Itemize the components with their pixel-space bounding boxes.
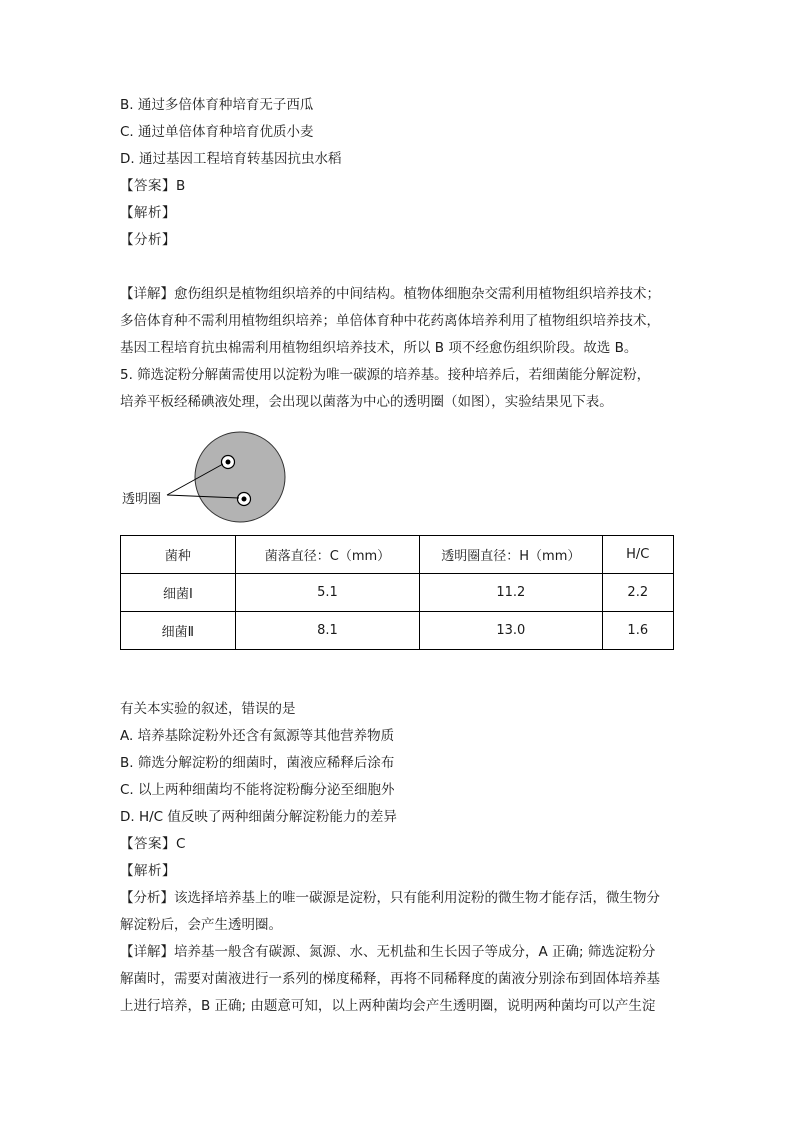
petri-dish-figure [115, 425, 295, 525]
q5-question: 有关本实验的叙述，错误的是 [120, 701, 296, 717]
q5-analysis-tag: 【解析】 [120, 863, 176, 879]
q4-analysis-tag: 【解析】 [120, 205, 176, 221]
q4-detail-line: 【详解】愈伤组织是植物组织培养的中间结构。植物体细胞杂交需利用植物组织培养技术； [120, 286, 660, 302]
option-b-line: B. 通过多倍体育种培育无子西瓜 [120, 97, 314, 113]
q4-detail-line: 基因工程培育抗虫棉需利用植物组织培养技术，所以 B 项不经愈伤组织阶段。故选 B。 [120, 340, 638, 356]
q5-fenxi-line: 解淀粉后，会产生透明圈。 [120, 917, 282, 933]
header-halo-diameter: 透明圈直径：H（mm） [420, 536, 602, 574]
q5-detail-line: 上进行培养，B 正确; 由题意可知，以上两种菌均会产生透明圈，说明两种菌均可以产生淀 [120, 998, 656, 1014]
q4-answer: 【答案】B [120, 178, 186, 194]
header-ratio: H/C [602, 536, 673, 574]
cell-colony-diameter: 8.1 [235, 612, 419, 650]
figure-label: 透明圈 [122, 492, 162, 507]
cell-ratio: 1.6 [602, 612, 673, 650]
cell-halo-diameter: 11.2 [420, 574, 602, 612]
header-strain: 菌种 [121, 536, 236, 574]
q4-detail-line: 多倍体育种不需利用植物组织培养；单倍体育种中花药离体培养利用了植物组织培养技术， [120, 313, 660, 329]
option-d-line: D. 通过基因工程培育转基因抗虫水稻 [120, 151, 342, 167]
table-row [121, 612, 674, 650]
q5-option-a: A. 培养基除淀粉外还含有氮源等其他营养物质 [120, 728, 395, 744]
q5-stem-line: 5. 筛选淀粉分解菌需使用以淀粉为唯一碳源的培养基。接种培养后，若细菌能分解淀粉， [120, 367, 651, 383]
colony-1 [226, 460, 231, 465]
q5-detail-line: 【详解】培养基一般含有碳源、氮源、水、无机盐和生长因子等成分，A 正确; 筛选淀粉分 [120, 944, 656, 960]
q5-option-b: B. 筛选分解淀粉的细菌时，菌液应稀释后涂布 [120, 755, 395, 771]
q5-answer: 【答案】C [120, 836, 186, 852]
q5-fenxi-line: 【分析】该选择培养基上的唯一碳源是淀粉，只有能利用淀粉的微生物才能存活，微生物分 [120, 890, 660, 906]
q5-option-d: D. H/C 值反映了两种细菌分解淀粉能力的差异 [120, 809, 397, 825]
q4-fenxi-tag: 【分析】 [120, 232, 176, 248]
cell-ratio: 2.2 [602, 574, 673, 612]
q5-detail-line: 解菌时，需要对菌液进行一系列的梯度稀释，再将不同稀释度的菌液分别涂布到固体培养基 [120, 971, 660, 987]
q5-stem-line: 培养平板经稀碘液处理，会出现以菌落为中心的透明圈（如图），实验结果见下表。 [120, 394, 613, 410]
cell-halo-diameter: 13.0 [420, 612, 602, 650]
q5-option-c: C. 以上两种细菌均不能将淀粉酶分泌至细胞外 [120, 782, 395, 798]
petri-dish [195, 432, 285, 522]
table-row [121, 574, 674, 612]
results-table [120, 535, 674, 650]
cell-colony-diameter: 5.1 [235, 574, 419, 612]
colony-2 [242, 497, 247, 502]
cell-strain: 细菌Ⅱ [121, 612, 236, 650]
table-header-row [121, 536, 674, 574]
cell-strain: 细菌Ⅰ [121, 574, 236, 612]
header-colony-diameter: 菌落直径：C（mm） [235, 536, 419, 574]
option-c-line: C. 通过单倍体育种培育优质小麦 [120, 124, 314, 140]
